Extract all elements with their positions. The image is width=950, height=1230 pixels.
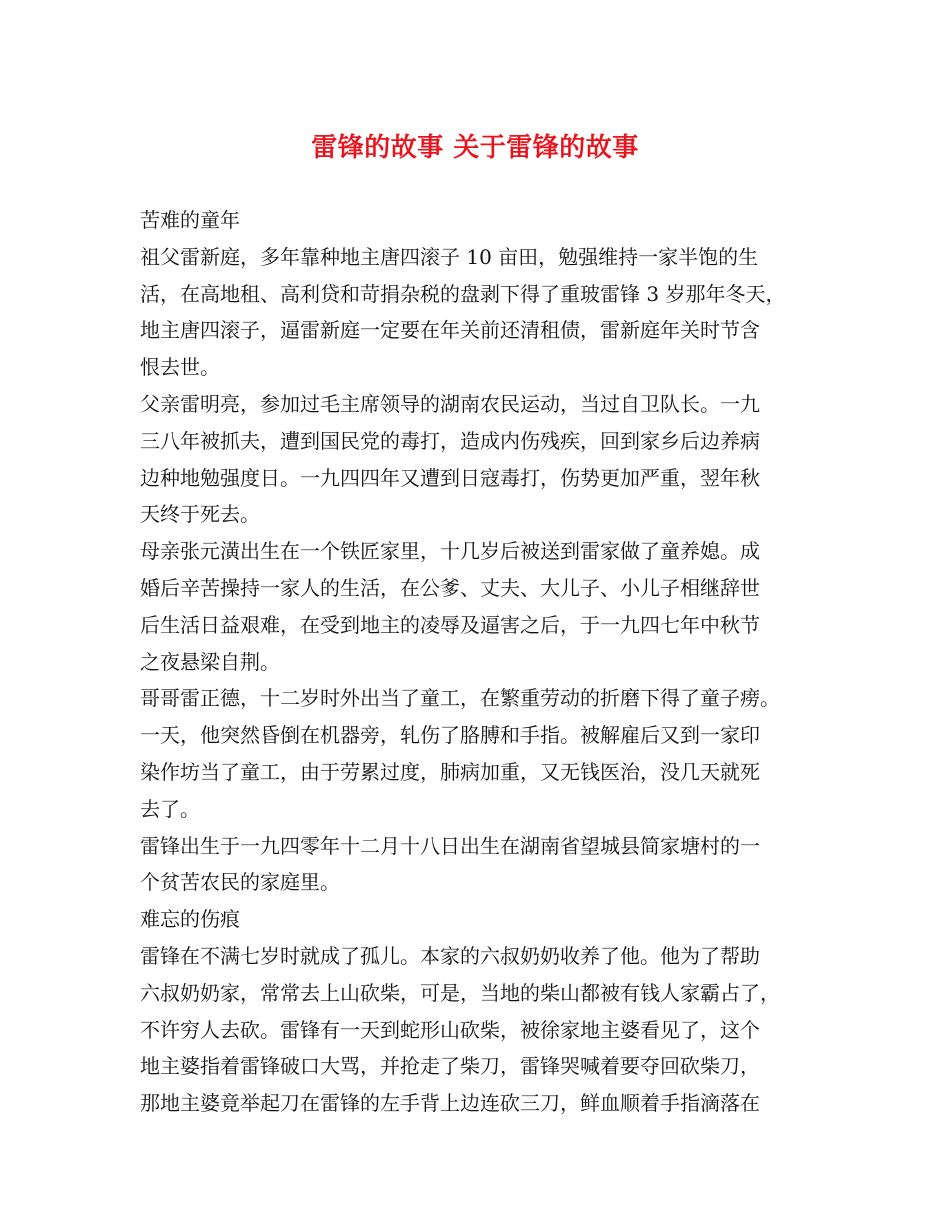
body-line: 去了。 — [140, 796, 200, 821]
body-line: 那地主婆竟举起刀在雷锋的左手背上边连砍三刀，鲜血顺着手指滴落在 — [140, 1091, 760, 1116]
body-line: 父亲雷明亮，参加过毛主席领导的湖南农民运动，当过自卫队长。一九 — [140, 391, 760, 416]
body-line: 难忘的伤痕 — [140, 907, 240, 932]
body-line: 之夜悬梁自荆。 — [140, 649, 280, 674]
body-line: 三八年被抓夫，遭到国民党的毒打，造成内伤残疾，回到家乡后边养病 — [140, 428, 760, 453]
body-line: 染作坊当了童工，由于劳累过度，肺病加重，又无钱医治，没几天就死 — [140, 759, 760, 784]
body-line: 个贫苦农民的家庭里。 — [140, 870, 340, 895]
body-line: 不许穷人去砍。雷锋有一天到蛇形山砍柴，被徐家地主婆看见了，这个 — [140, 1017, 760, 1042]
body-line: 天终于死去。 — [140, 502, 260, 527]
body-line: 母亲张元潢出生在一个铁匠家里，十几岁后被送到雷家做了童养媳。成 — [140, 539, 760, 564]
document-body — [140, 202, 830, 1122]
body-line: 雷锋在不满七岁时就成了孤儿。本家的六叔奶奶收养了他。他为了帮助 — [140, 943, 760, 968]
body-line: 祖父雷新庭，多年靠种地主唐四滚子 10 亩田，勉强维持一家半饱的生 — [140, 244, 759, 269]
body-line: 苦难的童年 — [140, 208, 240, 232]
body-line: 一天，他突然昏倒在机器旁，轧伤了胳膊和手指。被解雇后又到一家印 — [140, 723, 760, 748]
body-line: 地主婆指着雷锋破口大骂，并抢走了柴刀，雷锋哭喊着要夺回砍柴刀， — [140, 1054, 760, 1079]
body-line: 婚后辛苦操持一家人的生活，在公爹、丈夫、大儿子、小儿子相继辞世 — [140, 575, 760, 600]
body-line: 活，在高地租、高利贷和苛捐杂税的盘剥下得了重玻雷锋 3 岁那年冬天， — [140, 281, 786, 306]
body-line: 六叔奶奶家，常常去上山砍柴，可是，当地的柴山都被有钱人家霸占了， — [140, 980, 780, 1005]
body-line: 恨去世。 — [140, 355, 220, 380]
document-title: 雷锋的故事 关于雷锋的故事 — [311, 133, 639, 163]
body-line: 后生活日益艰难，在受到地主的凌辱及逼害之后，于一九四七年中秋节 — [140, 612, 760, 637]
body-line: 地主唐四滚子，逼雷新庭一定要在年关前还清租债，雷新庭年关时节含 — [140, 318, 760, 343]
body-line: 边种地勉强度日。一九四四年又遭到日寇毒打，伤势更加严重，翌年秋 — [140, 465, 760, 490]
body-line: 哥哥雷正德，十二岁时外出当了童工，在繁重劳动的折磨下得了童子痨。 — [140, 686, 780, 711]
body-line: 雷锋出生于一九四零年十二月十八日出生在湖南省望城县简家塘村的一 — [140, 833, 760, 858]
